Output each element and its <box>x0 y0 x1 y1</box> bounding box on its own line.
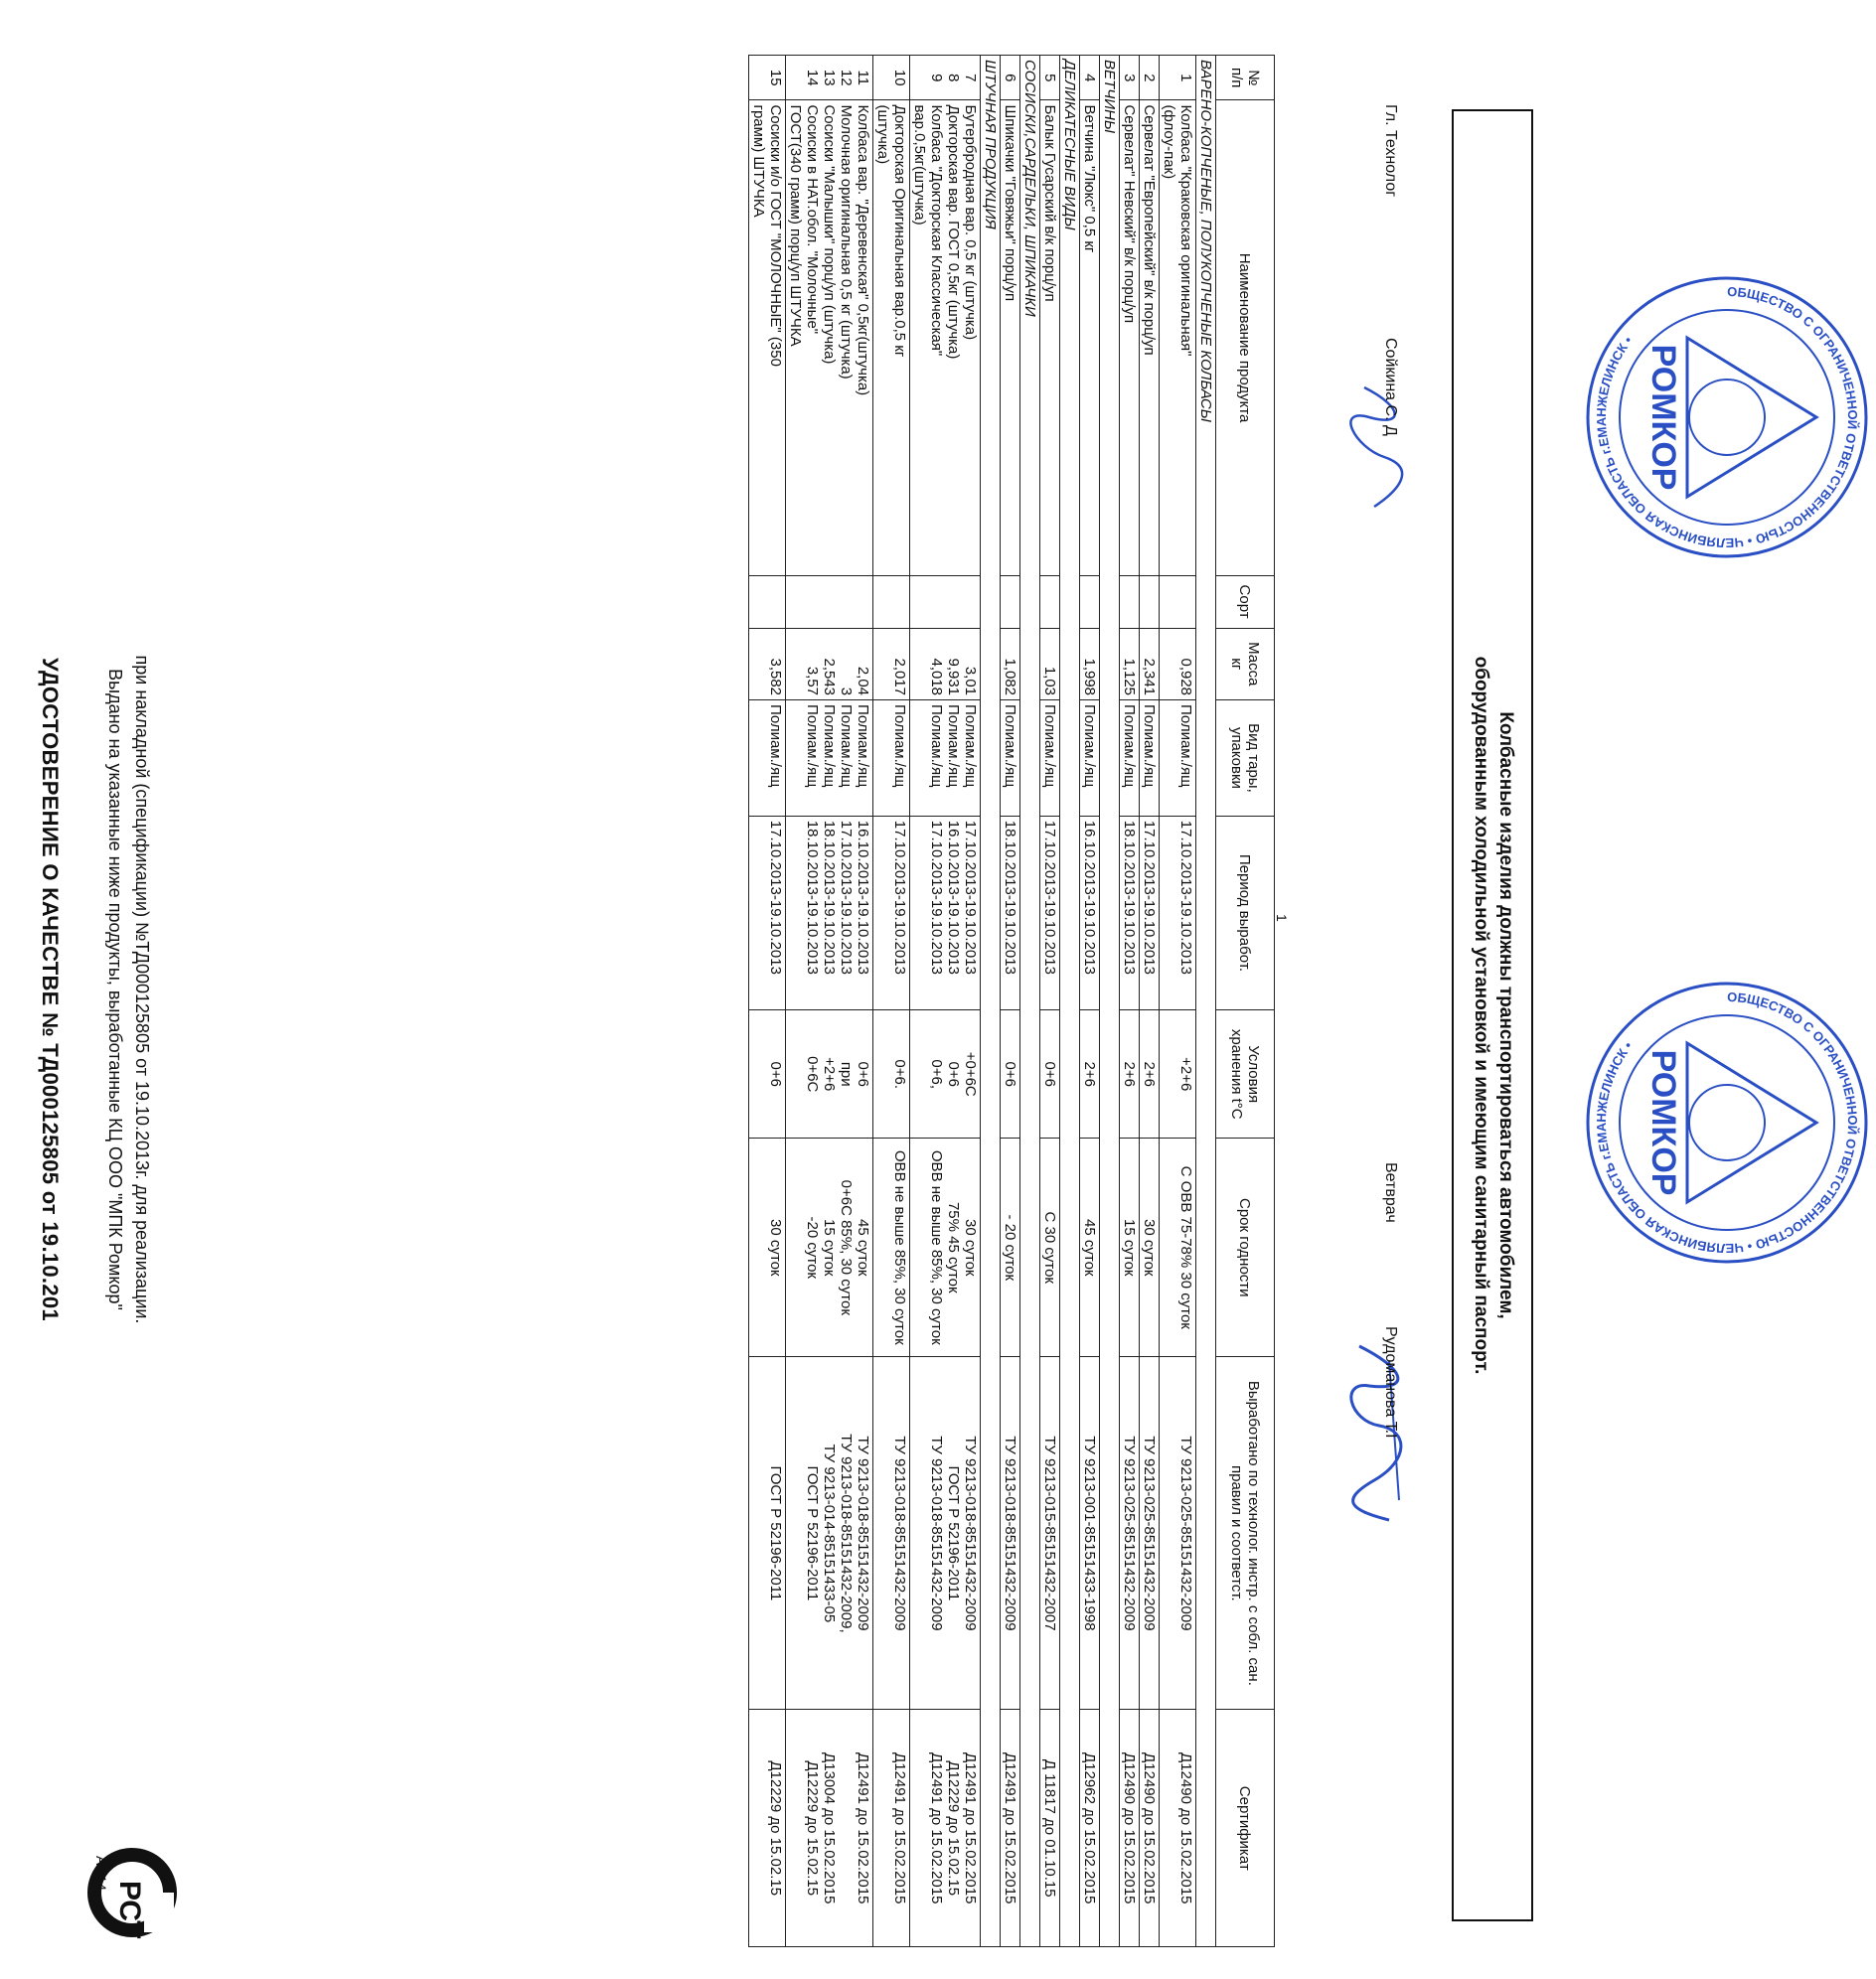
cell-shelf: С 30 суток <box>1040 1139 1060 1357</box>
stamp-right-ring-text: ОБЩЕСТВО С ОГРАНИЧЕННОЙ ОТВЕТСТВЕННОСТЬЮ • ЧЕЛЯБИНСКАЯ ОБЛАСТЬ г.ЕМАНЖЕЛИНСК • <box>1593 989 1861 1257</box>
cell-cond: 0+6 при +2+6 0+6С <box>786 1010 873 1139</box>
company-stamp-right <box>1578 974 1876 1272</box>
cell-period: 16.10.2013-19.10.2013 17.10.2013-19.10.2013 18.10.2013-19.10.2013 18.10.2013-19.10.2013 <box>786 816 873 1009</box>
cell-shelf: 45 суток 0+6С 85%, 30 суток 15 суток -20 суток <box>786 1139 873 1357</box>
cell-mass: 0,928 <box>1160 628 1196 700</box>
cell-name: Ветчина "Люкс" 0,5 кг <box>1080 100 1100 575</box>
cell-sort <box>1160 575 1196 628</box>
cell-num: 5 <box>1040 56 1060 100</box>
cell-sort <box>910 575 981 628</box>
cell-period: 17.10.2013-19.10.2013 <box>1140 816 1160 1009</box>
cell-pack: Полиам./ящ <box>1040 700 1060 817</box>
cell-pack: Полиам./ящ <box>749 700 786 817</box>
col-cert: Сертификат <box>1216 1710 1275 1947</box>
cell-pack: Полиам./ящ <box>1120 700 1140 817</box>
cell-name: Сосиски и/о ГОСТ "МОЛОЧНЫЕ" (350 грамм) ШТУЧКА <box>749 100 786 575</box>
cell-period: 18.10.2013-19.10.2013 <box>1001 816 1020 1009</box>
table-row <box>786 56 873 1947</box>
notice-line-1: Колбасные изделия должны транспортироваться автомобилем, <box>1494 711 1516 1319</box>
cell-num: 6 <box>1001 56 1020 100</box>
cell-sort <box>1001 575 1020 628</box>
table-row <box>910 56 981 1947</box>
cell-mass: 1,03 <box>1040 628 1060 700</box>
cell-num: 11 12 13 14 <box>786 56 873 100</box>
cell-shelf: 15 суток <box>1120 1139 1140 1357</box>
section-title: СОСИСКИ,САРДЕЛЬКИ, ШПИКАЧКИ <box>1020 56 1040 1947</box>
cell-name: Бутербродная вар. 0,5 кг (штучка) Докторская вар. ГОСТ 0,5кг (штучка) Колбаса "Докторская Классическая" вар.0,5кг(штучка) <box>910 100 981 575</box>
cell-cond: 2+6 <box>1140 1010 1160 1139</box>
cell-mass: 3,582 <box>749 628 786 700</box>
table-row <box>873 56 910 1947</box>
cell-cert: Д12962 до 15.02.2015 <box>1080 1710 1100 1947</box>
products-table <box>748 55 1275 1947</box>
cell-cond: +2+6 <box>1160 1010 1196 1139</box>
technologist-name: Сойкина С. Д <box>1382 338 1399 436</box>
section-row <box>981 56 1001 1947</box>
cell-spec: ТУ 9213-018-85151432-2009 <box>1001 1357 1020 1710</box>
cell-num: 10 <box>873 56 910 100</box>
vet-role: Ветврач <box>1382 1162 1399 1223</box>
page-number: 1 <box>1274 914 1290 922</box>
cell-spec: ТУ 9213-015-85151432-2007 <box>1040 1357 1060 1710</box>
cell-name: Докторская Оригинальная вар.0,5 кг (штучка) <box>873 100 910 575</box>
section-row <box>1196 56 1216 1947</box>
table-row <box>1040 56 1060 1947</box>
products-table-body <box>749 56 1216 1947</box>
cell-spec: ТУ 9213-001-85151433-1998 <box>1080 1357 1100 1710</box>
cell-name: Шпикачки "Говяжьи" порц/уп <box>1001 100 1020 575</box>
cert-mark-code: АЯ14 <box>93 1856 109 1892</box>
cell-cert: Д 11817 до 01.10.15 <box>1040 1710 1060 1947</box>
cell-spec: ТУ 9213-018-85151432-2009 ГОСТ Р 52196-2011 ТУ 9213-018-85151432-2009 <box>910 1357 981 1710</box>
stamp-left-ring-text: ОБЩЕСТВО С ОГРАНИЧЕННОЙ ОТВЕТСТВЕННОСТЬЮ • ЧЕЛЯБИНСКАЯ ОБЛАСТЬ г.ЕМАНЖЕЛИНСК • <box>1593 283 1861 551</box>
cell-cond: 2+6 <box>1080 1010 1100 1139</box>
cell-pack: Полиам./ящ Полиам./ящ Полиам./ящ <box>910 700 981 817</box>
section-title: ДЕЛИКАТЕСНЫЕ ВИДЫ <box>1060 56 1080 1947</box>
cell-shelf: 30 суток <box>749 1139 786 1357</box>
cell-sort <box>749 575 786 628</box>
signatures-row <box>1359 55 1399 1744</box>
cell-cert: Д12491 до 15.02.2015 <box>1001 1710 1020 1947</box>
col-spec: Выработано по технолог. инстр. с собл. сан. правил и соответст. <box>1216 1357 1275 1710</box>
cell-period: 17.10.2013-19.10.2013 <box>1160 816 1196 1009</box>
table-row <box>1120 56 1140 1947</box>
cell-shelf: ОВВ не выше 85%, 30 суток <box>873 1139 910 1357</box>
table-row <box>1001 56 1020 1947</box>
col-sort: Сорт <box>1216 575 1275 628</box>
section-title: ВАРЕНО-КОПЧЕНЫЕ, ПОЛУКОПЧЕНЫЕ КОЛБАСЫ <box>1196 56 1216 1947</box>
cell-mass: 2,017 <box>873 628 910 700</box>
table-row <box>749 56 786 1947</box>
cell-shelf: 30 суток <box>1140 1139 1160 1357</box>
svg-text:ОБЩЕСТВО С ОГРАНИЧЕННОЙ ОТВЕТС <box>1594 284 1860 550</box>
document-title: УДОСТОВЕРЕНИЕ О КАЧЕСТВЕ № ТД000125805 от 19.10.201 <box>38 658 63 1321</box>
cell-cert: Д12490 до 15.02.2015 <box>1160 1710 1196 1947</box>
cell-cond: +0+6С 0+6 0+6, <box>910 1010 981 1139</box>
cell-sort <box>786 575 873 628</box>
cell-shelf: 45 суток <box>1080 1139 1100 1357</box>
cell-period: 17.10.2013-19.10.2013 16.10.2013-19.10.2013 17.10.2013-19.10.2013 <box>910 816 981 1009</box>
section-row <box>1020 56 1040 1947</box>
cell-cert: Д12490 до 15.02.2015 <box>1120 1710 1140 1947</box>
cell-cond: 0+6 <box>1040 1010 1060 1139</box>
cell-mass: 1,998 <box>1080 628 1100 700</box>
cell-pack: Полиам./ящ <box>1160 700 1196 817</box>
transport-notice-box <box>1452 109 1533 1921</box>
cell-sort <box>1040 575 1060 628</box>
cell-mass: 2,04 3 2,543 3,57 <box>786 628 873 700</box>
table-row <box>1160 56 1196 1947</box>
cell-name: Балык Гусарский в/к порц/уп <box>1040 100 1060 575</box>
issued-line-2: при накладной (спецификации) №ТД000125805 от 19.10.2013г. для реализации. <box>132 655 152 1324</box>
col-num: № п/п <box>1216 56 1275 100</box>
cell-name: Сервелат" Невский" в/к порц/уп <box>1120 100 1140 575</box>
cell-spec: ТУ 9213-018-85151432-2009 <box>873 1357 910 1710</box>
col-name: Наименование продукта <box>1216 100 1275 575</box>
stamp-right-brand: РОМКОР <box>1644 1049 1682 1196</box>
rst-certification-mark <box>73 1843 192 1962</box>
cell-cert: Д12491 до 15.02.2015 Д12229 до 15.02.15 Д12491 до 15.02.2015 <box>910 1710 981 1947</box>
cell-period: 17.10.2013-19.10.2013 <box>873 816 910 1009</box>
cell-mass: 2,341 <box>1140 628 1160 700</box>
cell-pack: Полиам./ящ Полиам./ящ Полиам./ящ Полиам./ящ <box>786 700 873 817</box>
cell-mass: 1,082 <box>1001 628 1020 700</box>
section-row <box>1100 56 1120 1947</box>
cell-shelf: С ОВВ 75-78% 30 суток <box>1160 1139 1196 1357</box>
cell-spec: ТУ 9213-025-85151432-2009 <box>1160 1357 1196 1710</box>
company-stamp-left <box>1578 268 1876 566</box>
cell-pack: Полиам./ящ <box>1001 700 1020 817</box>
cell-sort <box>873 575 910 628</box>
technologist-role: Гл. Технолог <box>1382 104 1399 198</box>
cell-cert: Д12491 до 15.02.2015 <box>873 1710 910 1947</box>
vet-name: Рудоманова Т.І <box>1382 1326 1399 1439</box>
table-row <box>1080 56 1100 1947</box>
section-title: ВЕТЧИНЫ <box>1100 56 1120 1947</box>
cell-pack: Полиам./ящ <box>1140 700 1160 817</box>
section-title: ШТУЧНАЯ ПРОДУКЦИЯ <box>981 56 1001 1947</box>
cell-num: 7 8 9 <box>910 56 981 100</box>
cell-period: 17.10.2013-19.10.2013 <box>1040 816 1060 1009</box>
cell-cert: Д12491 до 15.02.2015 Д13004 до 15.02.2015 Д12229 до 15.02.15 <box>786 1710 873 1947</box>
table-header-row <box>1216 56 1275 1947</box>
cell-mass: 1,125 <box>1120 628 1140 700</box>
col-cond: Условия хранения t°C <box>1216 1010 1275 1139</box>
cell-pack: Полиам./ящ <box>873 700 910 817</box>
cell-period: 16.10.2013-19.10.2013 <box>1080 816 1100 1009</box>
col-shelf: Срок годности <box>1216 1139 1275 1357</box>
cell-sort <box>1080 575 1100 628</box>
svg-text:ОБЩЕСТВО С ОГРАНИЧЕННОЙ ОТВЕТС <box>1594 990 1860 1256</box>
section-row <box>1060 56 1080 1947</box>
cell-period: 18.10.2013-19.10.2013 <box>1120 816 1140 1009</box>
stamp-left-brand: РОМКОР <box>1644 344 1682 491</box>
cell-pack: Полиам./ящ <box>1080 700 1100 817</box>
cell-cert: Д12490 до 15.02.2015 <box>1140 1710 1160 1947</box>
rst-mark-letters: РСТ <box>113 1881 146 1939</box>
cell-num: 3 <box>1120 56 1140 100</box>
col-mass: Масса кг <box>1216 628 1275 700</box>
table-row <box>1140 56 1160 1947</box>
col-pack: Вид тары, упаковки <box>1216 700 1275 817</box>
cell-spec: ТУ 9213-025-85151432-2009 <box>1140 1357 1160 1710</box>
cell-name: Колбаса "Краковская оригинальная" (флоу-пак) <box>1160 100 1196 575</box>
cell-name: Колбаса вар. "Деревенская" 0,5кг(штучка) Молочная оригинальная 0,5 кг (штучка) Сосиски "Малышки" порц/уп (штучка) Сосиски в НАТ.обол. "Молочные" ГОСТ(340 грамм) порц/уп ШТУЧКА <box>786 100 873 575</box>
cell-cond: 0+6. <box>873 1010 910 1139</box>
cell-sort <box>1140 575 1160 628</box>
cell-sort <box>1120 575 1140 628</box>
notice-line-2: оборудованным холодильной установкой и имеющим санитарный паспорт. <box>1471 656 1491 1375</box>
cell-mass: 3,01 9,931 4,018 <box>910 628 981 700</box>
cell-name: Сервелат "Европейский" в/к порц/уп <box>1140 100 1160 575</box>
cell-cert: Д12229 до 15.02.15 <box>749 1710 786 1947</box>
col-period: Период выработ. <box>1216 816 1275 1009</box>
cell-num: 1 <box>1160 56 1196 100</box>
cell-cond: 0+6 <box>1001 1010 1020 1139</box>
cell-num: 4 <box>1080 56 1100 100</box>
cell-cond: 0+6 <box>749 1010 786 1139</box>
cell-shelf: - 20 суток <box>1001 1139 1020 1357</box>
cell-cond: 2+6 <box>1120 1010 1140 1139</box>
cell-spec: ТУ 9213-018-85151432-2009 ТУ 9213-018-85151432-2009, ТУ 9213-014-85151433-05 ГОСТ Р 52196-2011 <box>786 1357 873 1710</box>
cell-spec: ГОСТ Р 52196-2011 <box>749 1357 786 1710</box>
issued-line-1: Выдано на указанные ниже продукты, выработанные КЦ ООО "МПК Ромкор" <box>105 669 125 1310</box>
cell-num: 15 <box>749 56 786 100</box>
cell-spec: ТУ 9213-025-85151432-2009 <box>1120 1357 1140 1710</box>
cell-period: 17.10.2013-19.10.2013 <box>749 816 786 1009</box>
cell-shelf: 30 суток 75% 45 суток ОВВ не выше 85%, 30 суток <box>910 1139 981 1357</box>
cell-num: 2 <box>1140 56 1160 100</box>
